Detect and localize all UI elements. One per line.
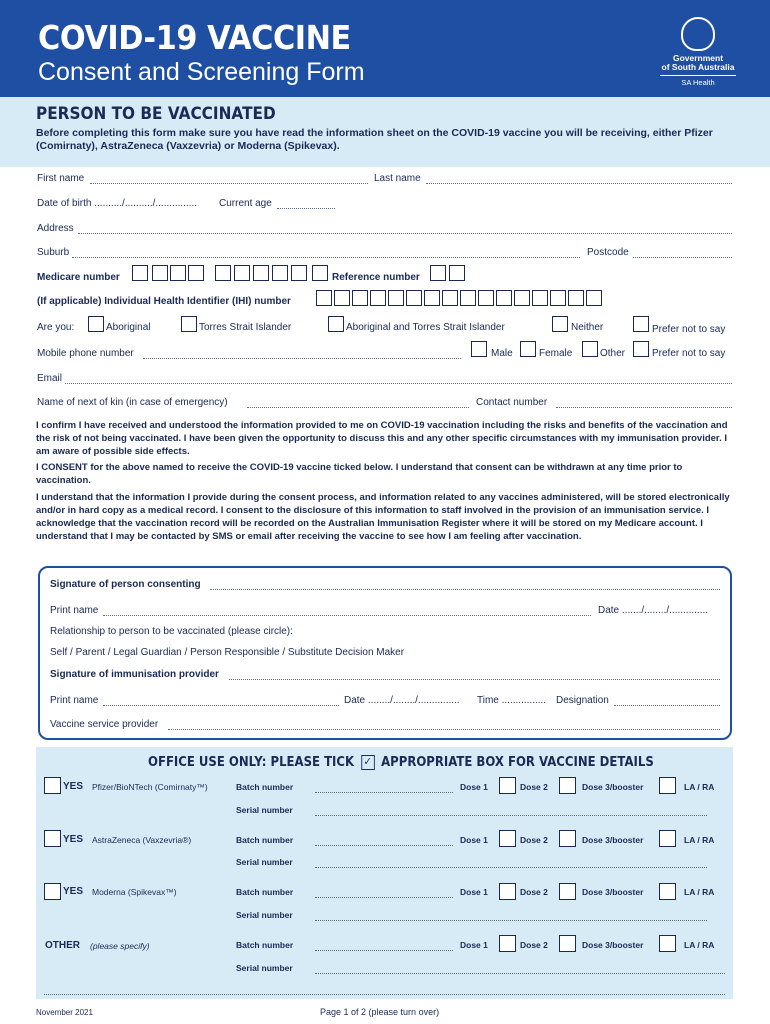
yes-label: YES	[63, 834, 84, 845]
serial-label: Serial number	[236, 963, 293, 973]
print-name2-label: Print name	[50, 695, 99, 706]
office-title-left: OFFICE USE ONLY: PLEASE TICK	[148, 755, 355, 770]
serial-label: Serial number	[236, 805, 293, 815]
last-name-field[interactable]	[426, 183, 732, 184]
postcode-field[interactable]	[633, 257, 732, 258]
ihi-digit-box[interactable]	[532, 290, 548, 306]
ihi-digit-box[interactable]	[352, 290, 368, 306]
dose2-label: Dose 2	[520, 887, 548, 897]
dob-field[interactable]: Date of birth ........../........../...............	[37, 198, 198, 209]
ihi-digit-box[interactable]	[514, 290, 530, 306]
print-name2-field[interactable]	[103, 705, 339, 706]
other-checkbox[interactable]	[582, 341, 598, 357]
section-heading: PERSON TO BE VACCINATED	[36, 104, 276, 124]
ihi-digit-box[interactable]	[586, 290, 602, 306]
male-label: Male	[491, 348, 513, 359]
email-field[interactable]	[65, 383, 732, 384]
serial-label: Serial number	[236, 857, 293, 867]
sig-provider-label: Signature of immunisation provider	[50, 669, 219, 680]
serial-field[interactable]	[315, 815, 707, 816]
reference-label: Reference number	[332, 272, 420, 283]
provider-label: Vaccine service provider	[50, 719, 159, 730]
intro-text: Before completing this form make sure you have read the information sheet on the COVID-19 vaccine you will be receiving, either Pfizer (Comirnaty), AstraZeneca (Vaxzevria) or Moderna (Spikevax).	[36, 127, 713, 152]
other-label: OTHER	[45, 940, 80, 951]
crest-icon	[681, 17, 715, 51]
ihi-digit-box[interactable]	[316, 290, 332, 306]
dose3-checkbox[interactable]	[659, 830, 676, 847]
serial-field[interactable]	[315, 973, 725, 974]
batch-label: Batch number	[236, 782, 294, 792]
address-label: Address	[37, 223, 74, 234]
ihi-digit-box[interactable]	[334, 290, 350, 306]
dose1-checkbox[interactable]	[499, 935, 516, 952]
medicare-digit-box[interactable]	[152, 265, 168, 281]
medicare-digit-box[interactable]	[234, 265, 250, 281]
pfizer-checkbox[interactable]	[44, 777, 61, 794]
office-title	[148, 755, 654, 770]
both-checkbox[interactable]	[328, 316, 344, 332]
sig-provider-field[interactable]	[229, 679, 720, 680]
ihi-digit-box[interactable]	[424, 290, 440, 306]
designation-field[interactable]	[614, 705, 720, 706]
batch-label: Batch number	[236, 887, 294, 897]
batch-field[interactable]	[315, 845, 453, 846]
medicare-digit-box[interactable]	[291, 265, 307, 281]
male-checkbox[interactable]	[471, 341, 487, 357]
prefer-not-gender-checkbox[interactable]	[633, 341, 649, 357]
ihi-digit-box[interactable]	[550, 290, 566, 306]
dose2-label: Dose 2	[520, 835, 548, 845]
dose1-label: Dose 1	[460, 782, 488, 792]
reference-digit-box[interactable]	[430, 265, 446, 281]
neither-checkbox[interactable]	[552, 316, 568, 332]
current-age-label: Current age	[219, 198, 272, 209]
ihi-digit-box[interactable]	[442, 290, 458, 306]
contact-number-label: Contact number	[476, 397, 548, 408]
last-name-label: Last name	[374, 173, 421, 184]
footer-date: November 2021	[36, 1008, 93, 1017]
lara-label: LA / RA	[684, 782, 715, 792]
moderna-label: Moderna (Spikevax™)	[92, 887, 177, 897]
time-field[interactable]: Time ................	[477, 695, 547, 706]
prefer-not-checkbox[interactable]	[633, 316, 649, 332]
mobile-label: Mobile phone number	[37, 348, 134, 359]
mobile-field[interactable]	[143, 358, 461, 359]
consent-paragraph-2: I CONSENT for the above named to receive the COVID-19 vaccine ticked below. I understand that consent can be withdrawn at any time prior to vaccination.	[36, 462, 683, 486]
current-age-field[interactable]	[277, 208, 335, 209]
tick-icon: ✓	[361, 755, 375, 770]
dose3-label: Dose 3/booster	[582, 887, 644, 897]
dose1-label: Dose 1	[460, 940, 488, 950]
contact-number-field[interactable]	[556, 407, 732, 408]
dose3-label: Dose 3/booster	[582, 940, 644, 950]
dose1-label: Dose 1	[460, 887, 488, 897]
dose1-checkbox[interactable]	[499, 777, 516, 794]
dose2-label: Dose 2	[520, 940, 548, 950]
moderna-checkbox[interactable]	[44, 883, 61, 900]
medicare-digit-box[interactable]	[188, 265, 204, 281]
are-you-label: Are you:	[37, 322, 75, 333]
batch-label: Batch number	[236, 940, 294, 950]
first-name-field[interactable]	[90, 183, 368, 184]
ihi-digit-box[interactable]	[496, 290, 512, 306]
aboriginal-checkbox[interactable]	[88, 316, 104, 332]
prefer-not-label: Prefer not to say	[652, 324, 726, 335]
print-name-label: Print name	[50, 605, 99, 616]
medicare-digit-box[interactable]	[312, 265, 328, 281]
dose2-checkbox[interactable]	[559, 777, 576, 794]
lara-label: LA / RA	[684, 887, 715, 897]
sig-consenting-label: Signature of person consenting	[50, 579, 201, 590]
female-label: Female	[539, 348, 573, 359]
dose2-checkbox[interactable]	[559, 935, 576, 952]
ihi-digit-box[interactable]	[370, 290, 386, 306]
logo-line3: SA Health	[660, 75, 736, 87]
serial-field[interactable]	[315, 920, 707, 921]
medicare-digit-box[interactable]	[215, 265, 231, 281]
form-subtitle: Consent and Screening Form	[38, 58, 365, 86]
yes-label: YES	[63, 886, 84, 897]
ihi-label: (If applicable) Individual Health Identifier (IHI) number	[37, 296, 291, 307]
medicare-digit-box[interactable]	[132, 265, 148, 281]
form-title: COVID-19 VACCINE	[38, 18, 351, 57]
serial-label: Serial number	[236, 910, 293, 920]
yes-label: YES	[63, 781, 84, 792]
medicare-digit-box[interactable]	[272, 265, 288, 281]
batch-field[interactable]	[315, 897, 453, 898]
torres-label: Torres Strait Islander	[199, 322, 292, 333]
batch-field[interactable]	[315, 792, 453, 793]
designation-label: Designation	[556, 695, 609, 706]
dose3-label: Dose 3/booster	[582, 782, 644, 792]
lara-label: LA / RA	[684, 835, 715, 845]
first-name-label: First name	[37, 173, 85, 184]
lara-label: LA / RA	[684, 940, 715, 950]
dose3-checkbox[interactable]	[659, 777, 676, 794]
sig-consenting-field[interactable]	[210, 589, 720, 590]
consent-paragraph-1: I confirm I have received and understood the information provided to me on COVID-19 vaccination including the risks and benefits of the vaccination and the risk of not being vaccinated. I have been given the opportunity to discuss this and any other specific circumstances with my immunisation provider. I am aware of possible side effects.	[36, 420, 728, 457]
dose3-checkbox[interactable]	[659, 935, 676, 952]
medicare-label: Medicare number	[37, 272, 120, 283]
dose1-label: Dose 1	[460, 835, 488, 845]
date-field[interactable]: Date ......./......../..............	[598, 605, 709, 616]
dose3-checkbox[interactable]	[659, 883, 676, 900]
logo-line2: of South Australia	[661, 62, 735, 72]
suburb-field[interactable]	[72, 257, 580, 258]
footer-page: Page 1 of 2 (please turn over)	[320, 1007, 440, 1017]
address-field[interactable]	[78, 233, 732, 234]
relationship-options[interactable]: Self / Parent / Legal Guardian / Person Responsible / Substitute Decision Maker	[50, 647, 405, 658]
suburb-label: Suburb	[37, 247, 70, 258]
other-label: Other	[600, 348, 626, 359]
dose1-checkbox[interactable]	[499, 883, 516, 900]
office-title-right: APPROPRIATE BOX FOR VACCINE DETAILS	[381, 755, 654, 770]
medicare-digit-box[interactable]	[253, 265, 269, 281]
medicare-digit-box[interactable]	[170, 265, 186, 281]
astrazeneca-label: AstraZeneca (Vaxzevria®)	[92, 835, 192, 845]
print-name-field[interactable]	[103, 615, 591, 616]
dose2-label: Dose 2	[520, 782, 548, 792]
astrazeneca-checkbox[interactable]	[44, 830, 61, 847]
dose2-checkbox[interactable]	[559, 830, 576, 847]
ihi-digit-box[interactable]	[460, 290, 476, 306]
email-label: Email	[37, 373, 63, 384]
other-note: (please specify)	[90, 941, 150, 951]
dose1-checkbox[interactable]	[499, 830, 516, 847]
dose3-label: Dose 3/booster	[582, 835, 644, 845]
neither-label: Neither	[571, 322, 604, 333]
batch-field[interactable]	[315, 950, 453, 951]
ihi-digit-box[interactable]	[406, 290, 422, 306]
female-checkbox[interactable]	[520, 341, 536, 357]
batch-label: Batch number	[236, 835, 294, 845]
government-logo	[660, 17, 736, 87]
provider-field[interactable]	[168, 729, 720, 730]
next-of-kin-field[interactable]	[247, 407, 469, 408]
reference-digit-box[interactable]	[449, 265, 465, 281]
pfizer-label: Pfizer/BioNTech (Comirnaty™)	[92, 782, 208, 792]
ihi-digit-box[interactable]	[478, 290, 494, 306]
logo-line1: Government	[672, 53, 724, 63]
aboriginal-label: Aboriginal	[106, 322, 151, 333]
date2-field[interactable]: Date ......../......../...............	[344, 695, 460, 706]
serial-field[interactable]	[315, 867, 707, 868]
postcode-label: Postcode	[587, 247, 629, 258]
dose2-checkbox[interactable]	[559, 883, 576, 900]
consent-paragraph-3: I understand that the information I provide during the consent process, and information related to any vaccines administered, will be stored electronically and/or in hard copy as a medical record. I consent to the disclosure of this information to staff involved in the provision of an immunisation service. I acknowledge that the vaccination record will be recorded on the Australian Immunisation Register where it will be stored on my Medicare account. I understand that I may be contacted by SMS or email after receiving the vaccine to see how I am feeling after vaccination.	[36, 492, 730, 542]
torres-checkbox[interactable]	[181, 316, 197, 332]
other-specify-field[interactable]	[44, 994, 725, 995]
relationship-label: Relationship to person to be vaccinated (please circle):	[50, 626, 293, 637]
prefer-not-gender-label: Prefer not to say	[652, 348, 726, 359]
both-label: Aboriginal and Torres Strait Islander	[346, 322, 505, 333]
next-of-kin-label: Name of next of kin (in case of emergency)	[37, 397, 228, 408]
ihi-digit-box[interactable]	[388, 290, 404, 306]
ihi-digit-box[interactable]	[568, 290, 584, 306]
